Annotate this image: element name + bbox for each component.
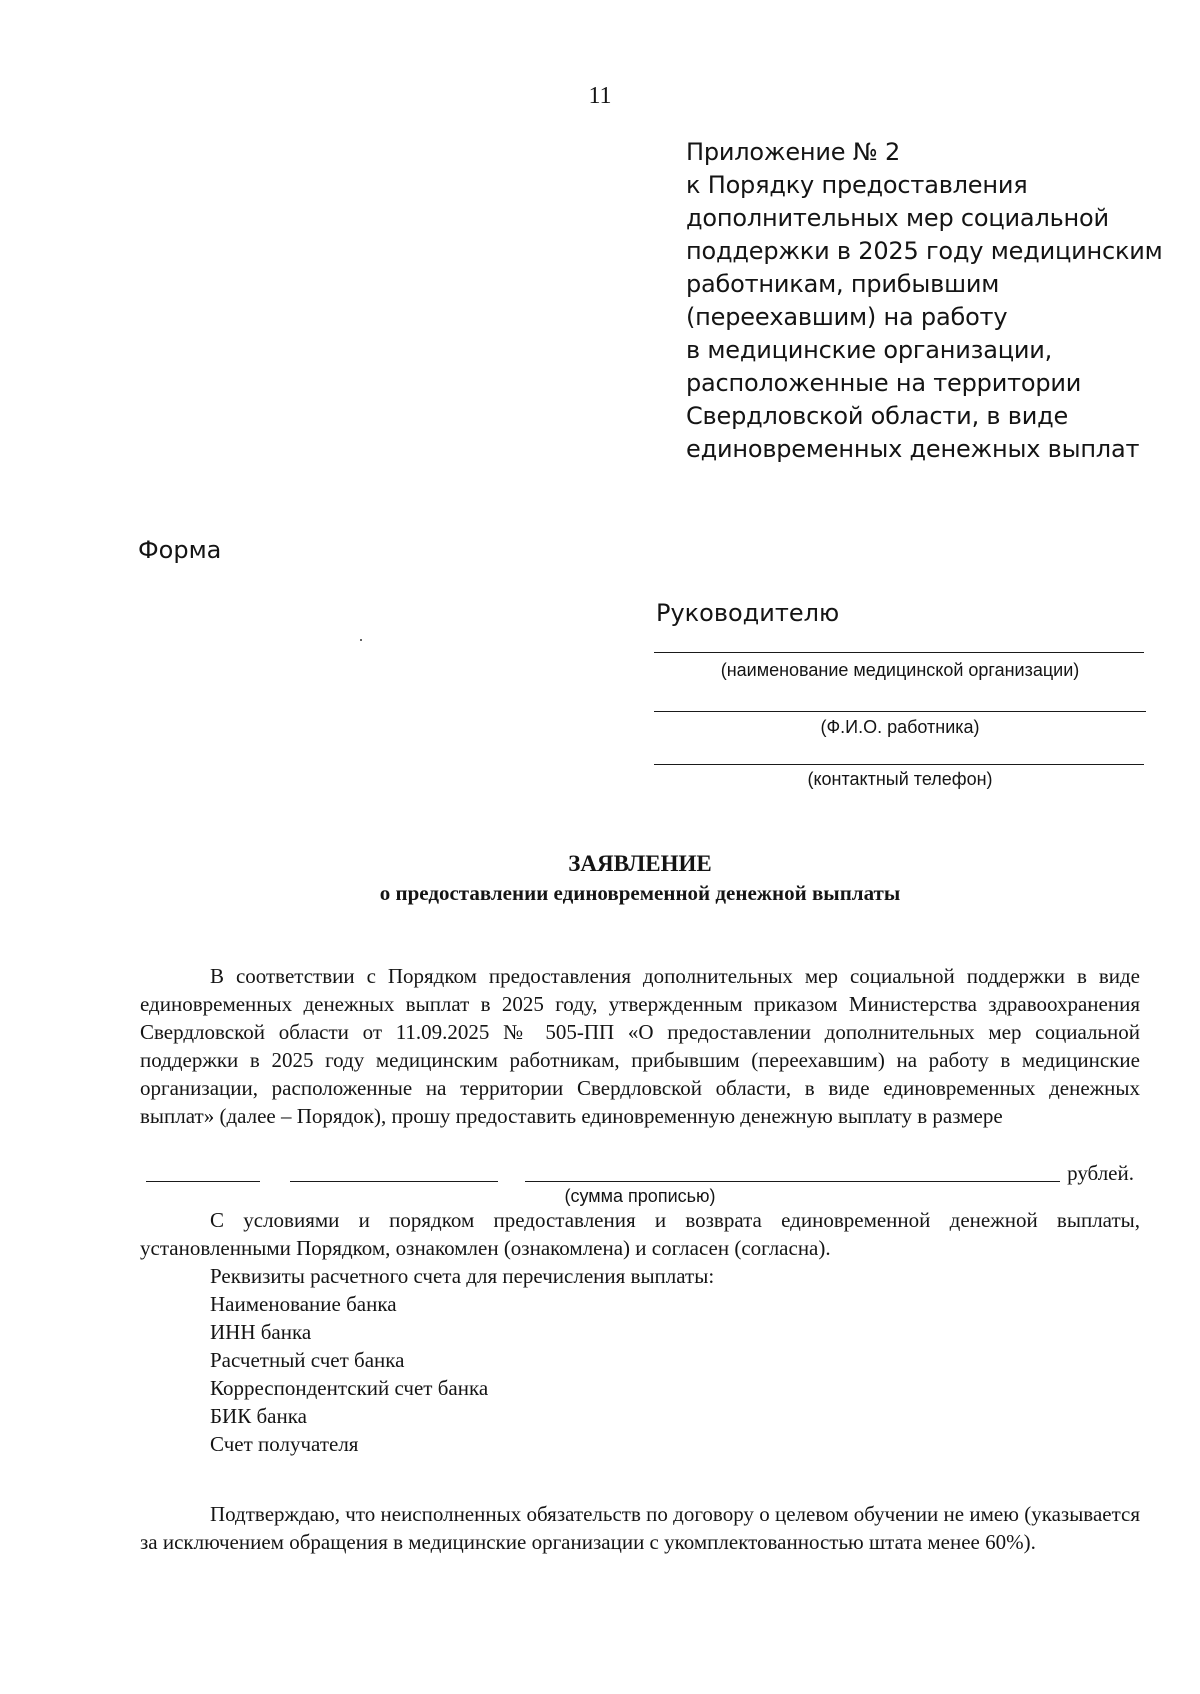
currency-label: рублей. — [1067, 1161, 1134, 1185]
appendix-line: работникам, прибывшим — [686, 270, 1000, 298]
bank-field-label: Корреспондентский счет банка — [210, 1376, 489, 1400]
sum-caption: (сумма прописью) — [564, 1186, 716, 1206]
bank-field-label: БИК банка — [210, 1404, 307, 1428]
appendix-line: к Порядку предоставления — [686, 171, 1028, 199]
sum-field-line-middle[interactable] — [290, 1181, 498, 1182]
bank-field-label: Расчетный счет банка — [210, 1348, 405, 1372]
bank-field-label: ИНН банка — [210, 1320, 312, 1344]
bank-field-label: Счет получателя — [210, 1432, 359, 1456]
org-name-caption: (наименование медицинской организации) — [720, 660, 1080, 680]
appendix-line: расположенные на территории — [686, 369, 1082, 397]
appendix-line: единовременных денежных выплат — [686, 435, 1140, 463]
document-title: ЗАЯВЛЕНИЕ — [568, 851, 712, 876]
sum-field-line-short[interactable] — [146, 1181, 260, 1182]
form-label: Форма — [138, 536, 222, 564]
bank-details — [210, 1262, 1110, 1458]
appendix-line: Свердловской области, в виде — [686, 402, 1069, 430]
employee-name-caption: (Ф.И.О. работника) — [820, 717, 980, 737]
appendix-line: (переехавшим) на работу — [686, 303, 1008, 331]
appendix-line: дополнительных мер социальной — [686, 204, 1109, 232]
org-name-field-line[interactable] — [654, 652, 1144, 653]
scan-speck — [360, 639, 362, 641]
request-paragraph: В соответствии с Порядком предоставления дополнительных мер социальной поддержки в виде единовременных денежных выплат в 2025 году, утвержденным приказом Министерства здравоохранения Свердловской области от 11.09.2025 № 505-ПП «О предоставлении дополнительных мер социальной поддержки в 2025 году медицинским работникам, прибывшим (переехавшим) на работу в медицинские организации, расположенные на территории Свердловской области, в виде единовременных денежных выплат» (далее – Порядок), прошу предоставить единовременную денежную выплату в размере — [140, 964, 1140, 1128]
bank-field-label: Наименование банка — [210, 1292, 397, 1316]
sum-field-line-long[interactable] — [525, 1181, 1060, 1182]
confirmation-paragraph: Подтверждаю, что неисполненных обязательств по договору о целевом обучении не имею (указывается за исключением обращения в медицинские организации с укомплектованностью штата менее 60%). — [140, 1502, 1140, 1554]
document-subtitle: о предоставлении единовременной денежной выплаты — [379, 881, 901, 905]
addressee-title: Руководителю — [656, 599, 840, 627]
conditions-paragraph: С условиями и порядком предоставления и возврата единовременной денежной выплаты, установленными Порядком, ознакомлен (ознакомлена) и согласен (согласна). — [140, 1208, 1140, 1260]
appendix-line: поддержки в 2025 году медицинским — [686, 237, 1163, 265]
appendix-line: в медицинские организации, — [686, 336, 1053, 364]
phone-caption: (контактный телефон) — [807, 769, 993, 789]
employee-name-field-line[interactable] — [654, 711, 1146, 712]
phone-field-line[interactable] — [654, 764, 1144, 765]
sum-row — [140, 1159, 1140, 1187]
page-number: 11 — [588, 83, 612, 109]
bank-details-heading: Реквизиты расчетного счета для перечисления выплаты: — [210, 1264, 715, 1288]
appendix-header — [686, 136, 1186, 466]
appendix-line: Приложение № 2 — [686, 138, 901, 166]
